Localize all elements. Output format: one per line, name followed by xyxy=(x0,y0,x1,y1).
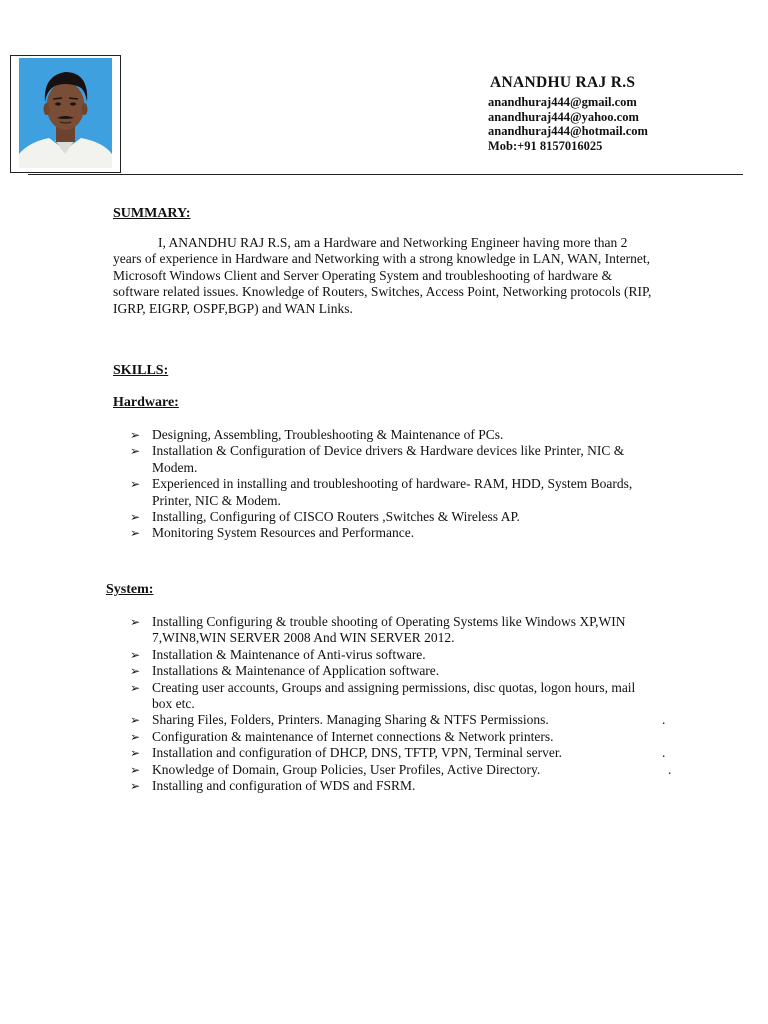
trailing-dot: . xyxy=(662,745,666,761)
bullet-arrow-icon: ➢ xyxy=(130,477,141,492)
trailing-dot: . xyxy=(668,761,672,777)
person-portrait-icon xyxy=(19,58,112,168)
summary-heading: SUMMARY: xyxy=(113,206,191,221)
list-item: ➢ Installing Configuring & trouble shooting of Operating Systems like Windows XP,WIN 7,WIN8,WIN SERVER 2008 And WIN SERVER 2012. xyxy=(130,614,626,646)
list-item: ➢ Creating user accounts, Groups and assigning permissions, disc quotas, logon hours, mail box etc. xyxy=(130,679,636,712)
system-heading: System: xyxy=(106,582,154,597)
bullet-arrow-icon: ➢ xyxy=(130,664,141,679)
bullet-arrow-icon: ➢ xyxy=(130,615,141,629)
bullet-arrow-icon: ➢ xyxy=(130,526,141,541)
bullet-arrow-icon: ➢ xyxy=(130,510,141,525)
email-hotmail[interactable]: anandhuraj444@hotmail.com xyxy=(488,124,648,138)
summary-text-rest: than 2 years of experience in Hardware and Networking with a strong knowledge in LAN, WAN, Internet, Microsoft Windows Client and Server Operating System and troubleshooting of hardware & software related issues. Knowledge of Routers, Switches, Access Point, Networking protocols (RIP, IGRP, EIGRP, OSPF,BGP) and WAN Links. xyxy=(113,235,652,316)
bullet-arrow-icon: ➢ xyxy=(130,647,141,662)
email-yahoo[interactable]: anandhuraj444@yahoo.com xyxy=(488,109,639,124)
candidate-name: ANANDHU RAJ R.S xyxy=(490,74,636,91)
mobile-number: Mob:+91 8157016025 xyxy=(488,138,603,153)
list-item: ➢ Monitoring System Resources and Performance. xyxy=(130,525,415,541)
list-item: ➢ Knowledge of Domain, Group Policies, User Profiles, Active Directory. . xyxy=(130,761,672,777)
system-skill-list xyxy=(0,614,672,794)
hardware-skill-list xyxy=(0,427,657,542)
bullet-arrow-icon: ➢ xyxy=(130,680,141,695)
list-item: ➢ Installing and configuration of WDS and FSRM. xyxy=(130,778,416,794)
list-item: ➢ Sharing Files, Folders, Printers. Managing Sharing & NTFS Permissions. . xyxy=(130,712,666,728)
list-item: ➢ Installation & Configuration of Device drivers & Hardware devices like Printer, NIC & Modem. xyxy=(130,443,625,475)
list-item: ➢ Installations & Maintenance of Application software. xyxy=(130,663,440,679)
list-item: ➢ Installation and configuration of DHCP, DNS, TFTP, VPN, Terminal server. . xyxy=(130,745,666,761)
list-item: ➢ Installation & Maintenance of Anti-virus software. xyxy=(130,646,426,662)
summary-text-first: I, ANANDHU RAJ R.S, am a Hardware and Networking Engineer having more xyxy=(158,235,591,250)
summary-paragraph xyxy=(113,235,658,317)
list-item: ➢ Configuration & maintenance of Internet connections & Network printers. xyxy=(130,728,554,744)
bullet-arrow-icon: ➢ xyxy=(130,729,141,744)
bullet-arrow-icon: ➢ xyxy=(130,746,141,761)
email-gmail[interactable]: anandhuraj444@gmail.com xyxy=(488,95,637,109)
bullet-arrow-icon: ➢ xyxy=(130,444,141,459)
skills-heading: SKILLS: xyxy=(113,363,169,378)
bullet-arrow-icon: ➢ xyxy=(130,762,141,777)
profile-photo xyxy=(19,58,112,168)
list-item: ➢ Installing, Configuring of CISCO Routers ,Switches & Wireless AP. xyxy=(130,509,520,525)
header-divider xyxy=(28,174,743,175)
list-item: ➢ Designing, Assembling, Troubleshooting & Maintenance of PCs. xyxy=(130,427,504,442)
list-item: ➢ Experienced in installing and troubleshooting of hardware- RAM, HDD, System Boards, Printer, NIC & Modem. xyxy=(130,476,633,508)
contact-block xyxy=(488,74,648,153)
hardware-heading: Hardware: xyxy=(113,395,179,410)
profile-photo-frame xyxy=(10,55,121,173)
bullet-arrow-icon: ➢ xyxy=(130,779,141,794)
bullet-arrow-icon: ➢ xyxy=(130,428,141,442)
bullet-arrow-icon: ➢ xyxy=(130,713,141,728)
trailing-dot: . xyxy=(662,712,666,728)
